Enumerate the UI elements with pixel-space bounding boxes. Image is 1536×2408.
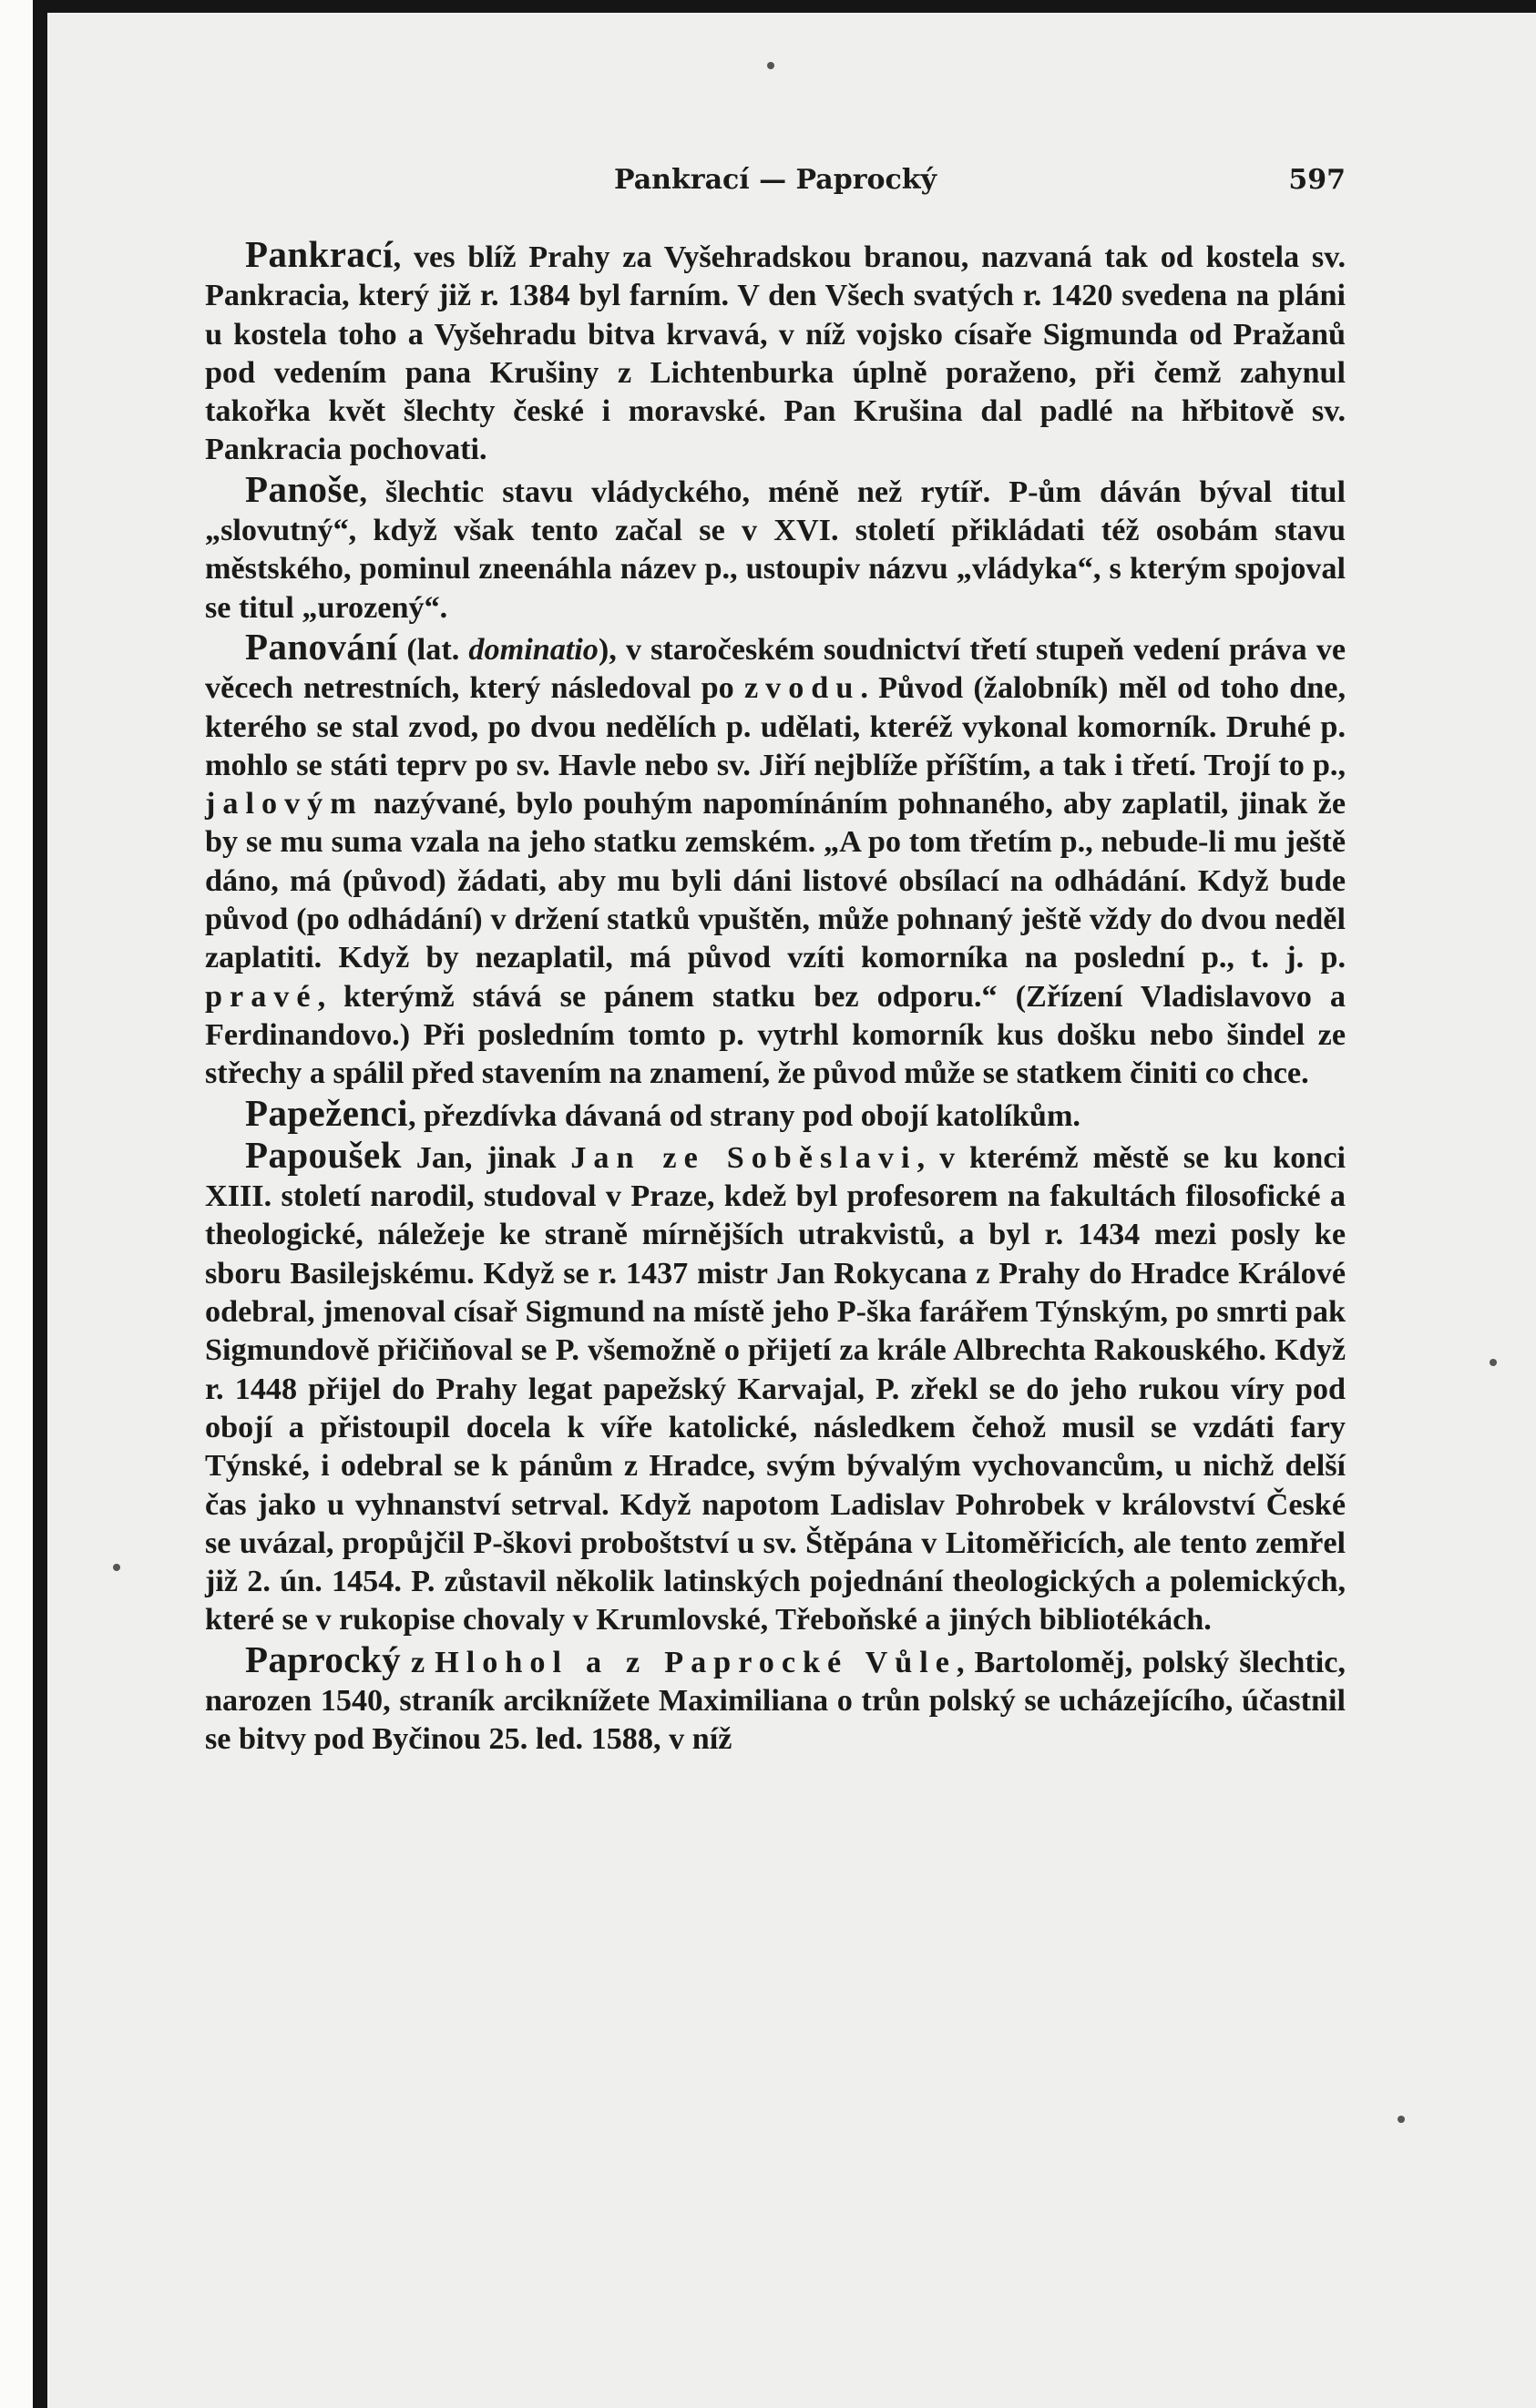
- page-title: Pankrací — Paprocký: [613, 164, 937, 196]
- speck: [1490, 1359, 1497, 1366]
- entry-text: , ves blíž Prahy za Vyšehradskou branou, nazvaná tak od kostela sv. Pankracia, který již r. 1384 byl farním. V den Všech svatých r. 1420 svedena na pláni u kostela toho a Vyšehradu bitva krvavá, v níž vojsko císaře Sigmunda od Pražanů pod vedením pana Krušiny z Lichtenburka úplně poraženo, při čemž zahynul takořka květ šlechty české i moravské. Pan Krušina dal padlé na hřbitově sv. Pankracia pochovati.: [205, 240, 1346, 467]
- entry-pankraci: [205, 235, 1346, 470]
- entry-papezenci: [205, 1091, 1346, 1136]
- headword: Papeženci: [245, 1091, 408, 1134]
- entry-text: (lat.: [397, 632, 469, 667]
- entry-paprocky: [205, 1640, 1346, 1760]
- headword: Pankrací: [245, 233, 394, 275]
- entry-text: , v kterémž městě se ku konci XIII. století narodil, studoval v Praze, kdež byl profesorem na fakultách filosofické a theologické, náležeje ke straně mírnějších utrakvistů, a byl r. 1434 mezi posly ke sboru Basilejskému. Když se r. 1437 mistr Jan Rokycana z Prahy do Hradce Králové odebral, jmenoval císař Sigmund na místě jeho P-ška farářem Týnským, po smrti pak Sigmundově přičiňoval se P. všemožně o přijetí za krále Albrechta Rakouského. Když r. 1448 přijel do Prahy legat papežský Karvajal, P. zřekl se do jeho rukou víry pod obojí a přistoupil docela k víře katolické, následkem čehož musil se vzdáti fary Týnské, i odebral se k pánům z Hradce, svým bývalým vychovancům, u nichž delší čas jako u vyhnanství setrval. Když napotom Ladislav Pohrobek v království České se uvázal, propůjčil P-škovi proboštství u sv. Štěpána v Litoměřicích, ale tento zemřel již 2. ún. 1454. P. zůstavil několik latinských pojednání theologických a polemických, které se v rukopise chovaly v Krumlovské, Třeboňské a jiných bibliotékách.: [205, 1140, 1346, 1638]
- speck: [1398, 2116, 1405, 2123]
- entry-text: . Původ (žalobník) měl od toho dne, kterého se stal zvod, po dvou nedělích p. udělati, kteréž vykonal komorník. Druhé p. mohlo se státi teprv po sv. Havle nebo sv. Jiří nejblíže příštím, a tak i třetí. Trojí to p.,: [205, 671, 1347, 782]
- headword: Papoušek: [245, 1133, 402, 1176]
- latin-term: dominatio: [468, 632, 599, 667]
- entry-text: , šlechtic stavu vládyckého, méně než rytíř. P-ům dáván býval titul „slovutný“, když však tento začal se v XVI. století přikládati též osobám stavu městského, pominul zneenáhla název p., ustoupiv názvu „vládyka“, s kterým spojoval se titul „urozený“.: [205, 474, 1346, 625]
- spaced-term: zvodu: [743, 671, 861, 706]
- entry-panose: [205, 467, 1346, 628]
- spaced-term: Jan ze Soběslavi: [570, 1140, 917, 1175]
- speck: [767, 62, 774, 69]
- entry-text: , kterýmž stává se pánem statku bez odporu.“ (Zřízení Vladislavovo a Ferdinandovo.) Při posledním tomto p. vytrhl komorník kus došku nebo šindel ze střechy a spálil před stavením na znamení, že původ může se statkem činiti co chce.: [205, 979, 1346, 1091]
- spaced-term: pravé: [205, 979, 318, 1014]
- entry-text: ), v staročeském soudnictví třetí stupeň vedení práva ve věcech netrestních, který následoval po: [205, 632, 1346, 706]
- entry-text: , Bartoloměj, polský šlechtic, narozen 1540, straník arciknížete Maximiliana o trůn polský se ucházejícího, účastnil se bitvy pod Byčinou 25. led. 1588, v níž: [205, 1645, 1346, 1757]
- page-body: [205, 235, 1346, 1760]
- headword: Paprocký: [245, 1638, 402, 1680]
- headword: Panování: [245, 625, 398, 668]
- running-header: [205, 164, 1346, 200]
- page-number: 597: [1288, 164, 1346, 196]
- entry-papousek: [205, 1133, 1346, 1640]
- speck: [113, 1564, 120, 1571]
- entry-panovani: [205, 625, 1347, 1094]
- entry-text: , přezdívka dávaná od strany pod obojí katolíkům.: [407, 1098, 1080, 1133]
- entry-text: nazývané, bylo pouhým napomínáním pohnaného, aby zaplatil, jinak že by se mu suma vzala na jeho statku zemském. „A po tom třetím p., nebude-li mu ještě dáno, má (původ) žádati, aby mu byli dáni listové obsílací na odhádání. Když bude původ (po odhádání) v držení statků vpuštěn, může pohnaný ještě vždy do dvou neděl zaplatiti. Když by nezaplatil, má původ vzíti komorníka na poslední p., t. j. p.: [205, 787, 1346, 975]
- entry-text: z: [401, 1645, 435, 1679]
- entry-text: Jan, jinak: [401, 1140, 571, 1175]
- headword: Panoše: [245, 467, 360, 510]
- spaced-term: Hlohol a z Paprocké Vůle: [435, 1645, 957, 1679]
- spaced-term: jalovým: [205, 787, 364, 821]
- page-spine: [0, 0, 33, 2408]
